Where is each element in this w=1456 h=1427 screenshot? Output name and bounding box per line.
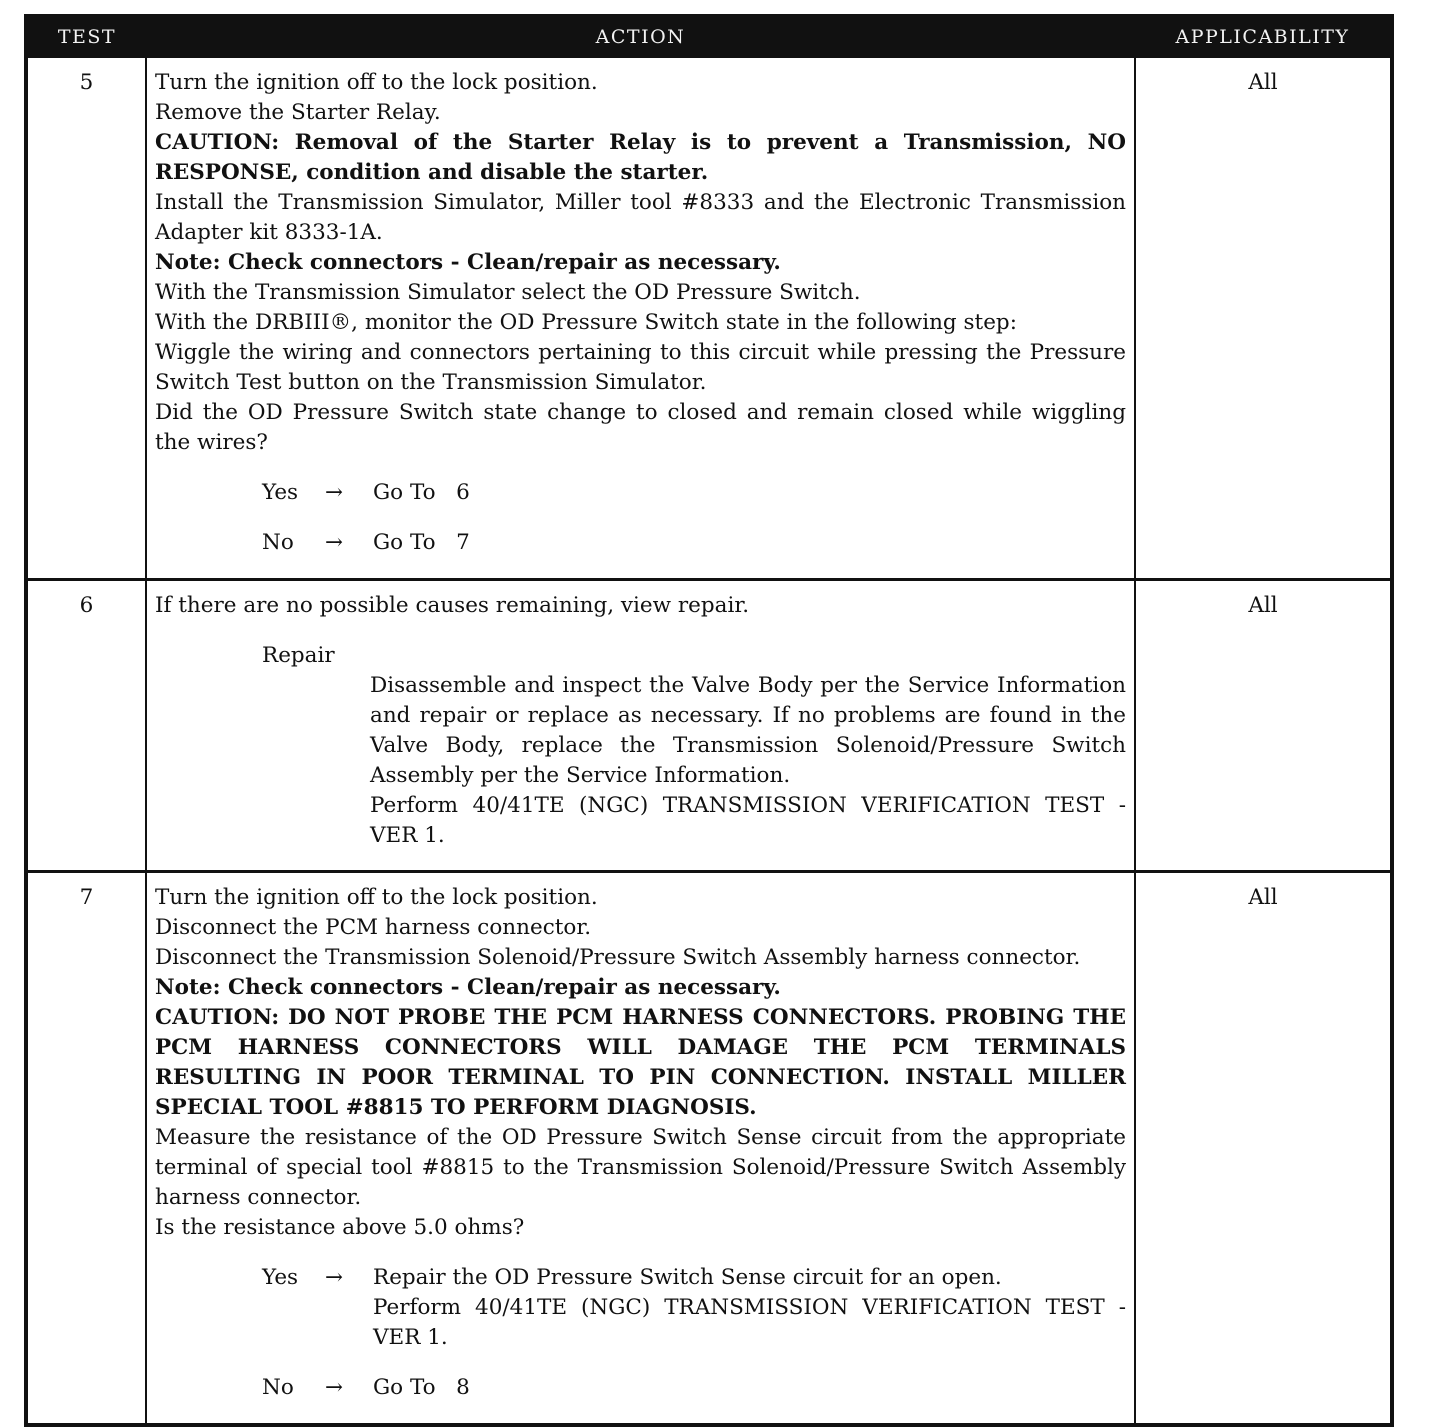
response-answer: Yes <box>262 1265 299 1290</box>
repair-instructions <box>370 671 1126 851</box>
response-yes <box>155 478 1126 508</box>
right-arrow-icon: → <box>325 530 344 555</box>
responses <box>155 1263 1126 1403</box>
response-result: Go To 6 <box>373 480 470 505</box>
note-text: Note: Check connectors - Clean/repair as necessary. <box>155 250 781 275</box>
action-cell <box>146 872 1135 1426</box>
applicability-cell: All <box>1135 57 1392 580</box>
applicability-cell: All <box>1135 580 1392 872</box>
response-result-line: Perform 40/41TE (NGC) TRANSMISSION VERIFICATION TEST - VER 1. <box>373 1295 1126 1350</box>
repair-line: Disassemble and inspect the Valve Body per the Service Information and repair or replace as necessary. If no problems are found in the Valve Body, replace the Transmission Solenoid/Pressure Switch Assembly per the Service Information. <box>370 673 1126 788</box>
applicability-cell: All <box>1135 872 1392 1426</box>
action-line: Turn the ignition off to the lock position. <box>155 885 598 910</box>
header-test: TEST <box>26 16 146 57</box>
header-action: ACTION <box>146 16 1135 57</box>
action-line: Disconnect the PCM harness connector. <box>155 915 592 940</box>
diagnostic-table-page <box>24 14 1390 1427</box>
table-header <box>26 16 1392 57</box>
header-applicability: APPLICABILITY <box>1135 16 1392 57</box>
table-row-test-7 <box>26 872 1392 1426</box>
action-line: Disconnect the Transmission Solenoid/Pressure Switch Assembly harness connector. <box>155 945 1081 970</box>
response-result: Go To 8 <box>373 1375 470 1400</box>
caution-text: CAUTION: DO NOT PROBE THE PCM HARNESS CONNECTORS. PROBING THE PCM HARNESS CONNECTORS WILL DAMAGE THE PCM TERMINALS RESULTING IN POOR TERMINAL TO PIN CONNECTION. INSTALL MILLER SPECIAL TOOL #8815 TO PERFORM DIAGNOSIS. <box>155 1005 1126 1120</box>
table-row-test-6 <box>26 580 1392 872</box>
right-arrow-icon: → <box>325 1265 344 1290</box>
response-no <box>155 528 1126 558</box>
action-line: Remove the Starter Relay. <box>155 100 441 125</box>
action-line: With the DRBIII®, monitor the OD Pressure Switch state in the following step: <box>155 310 1017 335</box>
note-text: Note: Check connectors - Clean/repair as necessary. <box>155 975 781 1000</box>
response-no <box>155 1373 1126 1403</box>
question-text: Did the OD Pressure Switch state change to closed and remain closed while wiggling the wires? <box>155 400 1126 455</box>
test-number: 5 <box>26 57 146 580</box>
response-answer: No <box>262 530 294 555</box>
test-number: 6 <box>26 580 146 872</box>
diagnostic-test-table <box>24 14 1394 1427</box>
question-text: Is the resistance above 5.0 ohms? <box>155 1215 525 1240</box>
repair-label: Repair <box>262 643 335 668</box>
response-result: Go To 7 <box>373 530 470 555</box>
right-arrow-icon: → <box>325 480 344 505</box>
action-line: Install the Transmission Simulator, Miller tool #8333 and the Electronic Transmission Adapter kit 8333-1A. <box>155 190 1126 245</box>
action-cell <box>146 57 1135 580</box>
action-line: Measure the resistance of the OD Pressure Switch Sense circuit from the appropriate terminal of special tool #8815 to the Transmission Solenoid/Pressure Switch Assembly harness connector. <box>155 1125 1126 1210</box>
test-number: 7 <box>26 872 146 1426</box>
action-line: If there are no possible causes remaining, view repair. <box>155 593 750 618</box>
action-cell <box>146 580 1135 872</box>
table-row-test-5 <box>26 57 1392 580</box>
repair-line: Perform 40/41TE (NGC) TRANSMISSION VERIFICATION TEST - VER 1. <box>370 793 1126 848</box>
response-yes <box>155 1263 1126 1353</box>
action-line: With the Transmission Simulator select the OD Pressure Switch. <box>155 280 861 305</box>
right-arrow-icon: → <box>325 1375 344 1400</box>
response-result <box>373 1263 1126 1353</box>
action-line: Turn the ignition off to the lock position. <box>155 70 598 95</box>
response-answer: No <box>262 1375 294 1400</box>
caution-text: CAUTION: Removal of the Starter Relay is to prevent a Transmission, NO RESPONSE, condition and disable the starter. <box>155 130 1126 185</box>
responses <box>155 478 1126 558</box>
action-line: Wiggle the wiring and connectors pertaining to this circuit while pressing the Pressure Switch Test button on the Transmission Simulator. <box>155 340 1126 395</box>
response-result-line: Repair the OD Pressure Switch Sense circuit for an open. <box>373 1265 1002 1290</box>
response-answer: Yes <box>262 480 299 505</box>
